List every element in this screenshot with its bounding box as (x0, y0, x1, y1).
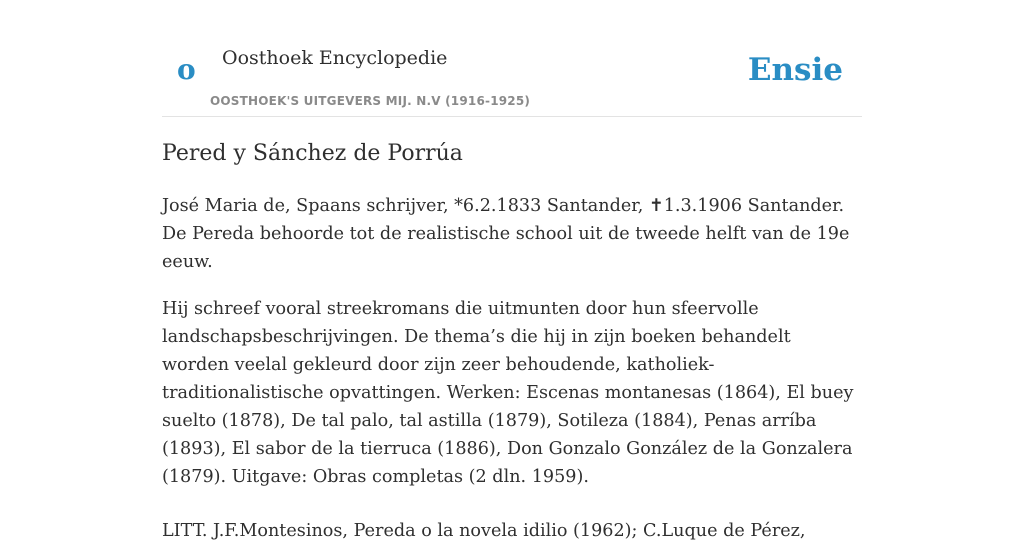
entry-paragraph-1: José Maria de, Spaans schrijver, *6.2.1833 Santander, ✝1.3.1906 Santander. De Pereda behoorde tot de realistische school uit de tweede helft van de 19e eeuw. (162, 196, 850, 272)
site-header (162, 0, 862, 117)
entry-paragraph-2: Hij schreef vooral streekromans die uitmunten door hun sfeervolle landschapsbeschrijvingen. De thema’s die hij in zijn boeken behandelt worden veelal gekleurd door zijn zeer behoudende, katholiek-traditionalistische opvattingen. Werken: Escenas montanesas (1864), El buey suelto (1878), De tal palo, tal astilla (1879), Sotileza (1884), Penas arríba (1893), El sabor de la tierruca (1886), Don Gonzalo González de la Gonzalera (1879). Uitgave: Obras completas (2 dln. 1959). (162, 299, 854, 487)
brand-logo[interactable]: Ensie (747, 52, 843, 88)
publication-subtitle: OOSTHOEK'S UITGEVERS MIJ. N.V (1916-1925) (210, 94, 531, 108)
entry-literature: LITT. J.F.Montesinos, Pereda o la novela idilio (1962); C.Luque de Pérez, (162, 521, 806, 541)
publication-title[interactable]: Oosthoek Encyclopedie (222, 47, 448, 69)
entry-content (162, 138, 862, 545)
publication-logo[interactable]: o (177, 53, 196, 86)
entry-title: Pered y Sánchez de Porrúa (162, 141, 463, 166)
